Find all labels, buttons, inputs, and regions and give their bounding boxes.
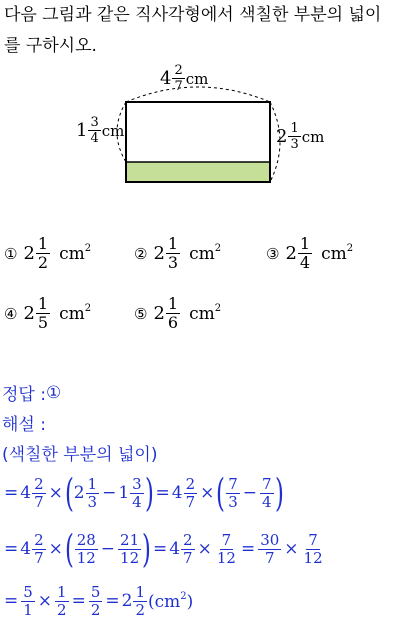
question-line-2: 를 구하시오.: [4, 36, 97, 56]
right-length-label: 2 $\frac{1}{3}$ cm: [276, 121, 325, 152]
area-label: (색칠한 부분의 넓이): [2, 445, 158, 465]
answer-line: [2, 380, 61, 405]
answer-value: ①: [45, 382, 62, 403]
option-2[interactable]: ② 2 $\frac{1}{3}$ $cm^2$: [134, 234, 222, 272]
shaded-region: [126, 162, 270, 182]
left-length-label: 1 $\frac{3}{4}$ cm: [76, 115, 125, 146]
answer-label: 정답 :: [2, 385, 46, 405]
rectangle-figure: [0, 0, 400, 200]
top-length-label: 4 $\frac{2}{7}$ cm: [160, 63, 209, 94]
explanation-label: 해설 :: [2, 415, 46, 435]
solution-step-1: = 4 $\frac{2}{7}$ × ( 2 $\frac{1}{3}$ − 1 $\frac{3}{4}$ ) = 4 $\frac{2}{7}$ × ( $\frac{7}{3}$ − $\frac{7}{4}$ ): [4, 471, 284, 515]
option-5[interactable]: ⑤ 2 $\frac{1}{6}$ $cm^2$: [134, 294, 222, 332]
solution-step-3: = $\frac{5}{1}$ × $\frac{1}{2}$ = $\frac{5}{2}$ = 2 $\frac{1}{2}$ $(cm^2)$: [4, 582, 194, 619]
option-1[interactable]: ① 2 $\frac{1}{2}$ $cm^2$: [4, 234, 92, 272]
option-3[interactable]: ③ 2 $\frac{1}{4}$ $cm^2$: [266, 234, 354, 272]
solution-step-2: = 4 $\frac{2}{7}$ × ( $\frac{28}{12}$ − $\frac{21}{12}$ ) = 4 $\frac{2}{7}$ × $\frac{7}{12}$ = $\frac{30}{7}$ × $\frac{7}{12}$: [4, 527, 323, 571]
question-line-1: 다음 그림과 같은 직사각형에서 색칠한 부분의 넓이: [4, 5, 382, 25]
option-4[interactable]: ④ 2 $\frac{1}{5}$ $cm^2$: [4, 294, 92, 332]
